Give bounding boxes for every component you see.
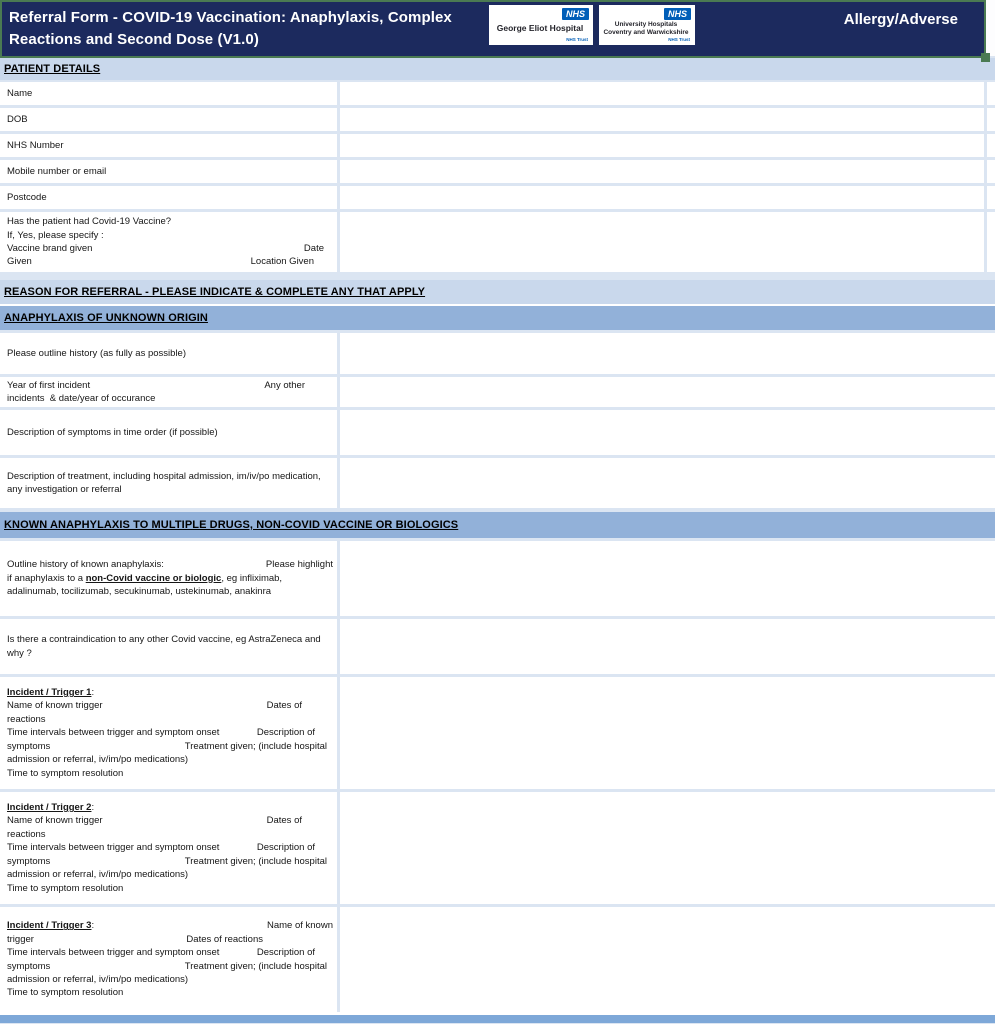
label-line (7, 740, 333, 753)
incident-trigger-2-input-cell[interactable] (340, 792, 995, 904)
label-text: Treatment given; (include hospital (184, 740, 327, 752)
label-text: admission or referral, iv/im/po medications) (7, 973, 189, 985)
label-line (7, 572, 333, 599)
nhs-number-label-cell (0, 134, 337, 157)
name-label-cell (0, 82, 337, 105)
covid-vaccine-history-label-cell (0, 212, 337, 272)
adjacent-column-sliver (987, 212, 995, 272)
label-line (7, 139, 333, 152)
form-body (0, 58, 995, 1023)
label-text: Time intervals between trigger and symptom onset (7, 947, 220, 959)
section-band-patient-details (0, 58, 995, 80)
form-row-known-anaphylaxis-history (0, 541, 995, 616)
label-line (7, 726, 333, 739)
label-text: Year of first incident (7, 379, 91, 391)
incident-trigger-3-input-cell[interactable] (340, 907, 995, 1012)
incident-trigger-1-label-cell (0, 677, 337, 789)
label-text: Dates of (266, 700, 302, 712)
known-anaphylaxis-history-label-cell (0, 541, 337, 616)
label-text: Name of known trigger (7, 815, 103, 827)
label-line (7, 229, 333, 242)
label-text: , eg infliximab, adalinumab, tocilizumab, secukinumab, ustekinumab, anakinra (7, 572, 285, 598)
label-text: Time to symptom resolution (7, 882, 124, 894)
label-line (7, 426, 333, 439)
label-text: Location Given (250, 256, 314, 268)
logo-org-line: Coventry and Warwickshire (603, 29, 689, 36)
name-input-cell[interactable] (340, 82, 984, 105)
next-section-partial (0, 1015, 995, 1023)
label-line (7, 960, 333, 973)
first-incident-year-label-cell (0, 377, 337, 407)
incident-trigger-2-label-cell (0, 792, 337, 904)
label-text: Vaccine brand given (7, 243, 93, 254)
label-line (7, 347, 333, 360)
dob-label-cell (0, 108, 337, 131)
incident-trigger-1-input-cell[interactable] (340, 677, 995, 789)
label-line (7, 919, 333, 932)
label-line (7, 113, 333, 126)
section-band-label: PATIENT DETAILS (4, 63, 101, 75)
label-line (7, 767, 333, 780)
form-title: Referral Form - COVID-19 Vaccination: Anaphylaxis, Complex Reactions and Second Dose (V1.0) (9, 9, 452, 48)
label-text: Description of treatment, including hospital admission, im/iv/po medication, any investigation or referral (7, 470, 324, 495)
label-text: Name (7, 87, 33, 99)
label-text: Description of (256, 842, 315, 854)
label-line (7, 882, 333, 895)
label-text: Name of known trigger (7, 700, 103, 712)
label-line (7, 699, 333, 712)
label-line (7, 379, 333, 392)
form-row-nhs-number (0, 134, 995, 157)
other-vaccine-contraindication-label-cell (0, 619, 337, 674)
form-row-mobile-or-email (0, 160, 995, 183)
label-text: Postcode (7, 191, 47, 203)
form-row-first-incident-year (0, 377, 995, 407)
label-text: If, Yes, please specify : (7, 229, 104, 241)
label-text: Outline history of known anaphylaxis: (7, 559, 164, 571)
label-line (7, 814, 333, 827)
label-line (7, 753, 333, 766)
label-text: Given (7, 256, 32, 268)
selection-fill-handle[interactable] (981, 53, 990, 62)
logo-trust-label: NHS Trust (566, 37, 588, 42)
section-band-label: KNOWN ANAPHYLAXIS TO MULTIPLE DRUGS, NON-COVID VACCINE OR BIOLOGICS (4, 519, 459, 531)
form-header (0, 0, 995, 58)
label-text: Treatment given; (include hospital (184, 855, 327, 867)
label-text: Incident / Trigger 1 (7, 687, 92, 699)
symptoms-time-order-label-cell (0, 410, 337, 455)
uhcw-logo (599, 5, 695, 45)
label-text: symptoms (7, 855, 51, 867)
label-line (7, 633, 333, 660)
logo-org-line: University Hospitals (614, 21, 678, 28)
label-text: Dates of reactions (186, 933, 263, 945)
postcode-input-cell[interactable] (340, 186, 984, 209)
label-line (7, 868, 333, 881)
label-text: incidents & date/year of occurance (7, 393, 156, 404)
label-text: Is there a contraindication to any other Covid vaccine, eg AstraZeneca and why ? (7, 634, 324, 659)
nhs-number-input-cell[interactable] (340, 134, 984, 157)
label-line (7, 986, 333, 999)
label-line (7, 686, 333, 699)
outline-history-input-cell[interactable] (340, 333, 995, 374)
row-divider (0, 272, 995, 280)
treatment-description-label-cell (0, 458, 337, 508)
label-line (7, 841, 333, 854)
outline-history-label-cell (0, 333, 337, 374)
label-line (7, 558, 333, 571)
label-line (7, 801, 333, 814)
form-row-postcode (0, 186, 995, 209)
label-text: : (91, 920, 95, 932)
label-text: if anaphylaxis to a (7, 572, 86, 584)
label-line (7, 470, 333, 497)
label-text: reactions (7, 828, 46, 840)
section-band-known-anaphylaxis-multiple-drugs (0, 512, 995, 538)
form-row-dob (0, 108, 995, 131)
adjacent-column-sliver (987, 186, 995, 209)
label-text: : (91, 802, 95, 814)
adjacent-column-sliver (987, 108, 995, 131)
label-text: symptoms (7, 740, 51, 752)
category-label: Allergy/Adverse (843, 11, 958, 28)
label-text: Incident / Trigger 3 (7, 920, 92, 932)
label-text: Dates of (266, 815, 302, 827)
label-text: Time to symptom resolution (7, 987, 124, 999)
label-text: Has the patient had Covid-19 Vaccine? (7, 216, 172, 228)
logo-trust-label: NHS Trust (668, 37, 690, 42)
label-text: admission or referral, iv/im/po medications) (7, 754, 189, 766)
section-band-anaphylaxis-unknown-origin (0, 306, 995, 330)
label-text: reactions (7, 713, 46, 725)
form-row-outline-history (0, 333, 995, 374)
label-line (7, 392, 333, 405)
adjacent-column-sliver (987, 82, 995, 105)
covid-vaccine-history-input-cell[interactable] (340, 212, 984, 272)
label-text: NHS Number (7, 139, 64, 151)
label-text: Treatment given; (include hospital (184, 960, 327, 972)
label-text: Please highlight (265, 559, 333, 571)
label-text: Description of (256, 947, 315, 959)
label-line (7, 191, 333, 204)
mobile-or-email-input-cell[interactable] (340, 160, 984, 183)
adjacent-column-sliver (987, 134, 995, 157)
label-line (7, 165, 333, 178)
form-row-treatment-description (0, 458, 995, 508)
label-text: Description of symptoms in time order (if possible) (7, 426, 218, 438)
title-cell-selected[interactable] (0, 0, 986, 58)
form-row-name (0, 82, 995, 105)
label-text: admission or referral, iv/im/po medications) (7, 869, 189, 881)
section-band-reason-for-referral (0, 280, 995, 304)
postcode-label-cell (0, 186, 337, 209)
dob-input-cell[interactable] (340, 108, 984, 131)
form-row-incident-trigger-2 (0, 792, 995, 904)
other-vaccine-contraindication-input-cell[interactable] (340, 619, 995, 674)
nhs-icon: NHS (664, 8, 691, 20)
label-line (7, 933, 333, 946)
label-text: Incident / Trigger 2 (7, 802, 92, 814)
label-text: Mobile number or email (7, 165, 107, 177)
adjacent-cell-sliver (986, 0, 995, 56)
label-text: Any other (264, 379, 305, 391)
incident-trigger-3-label-cell (0, 907, 337, 1012)
george-eliot-hospital-logo (489, 5, 593, 45)
form-row-incident-trigger-1 (0, 677, 995, 789)
label-text: : (91, 687, 95, 699)
logo-org-name: George Eliot Hospital (496, 23, 584, 33)
form-row-symptoms-time-order (0, 410, 995, 455)
mobile-or-email-label-cell (0, 160, 337, 183)
label-text: Time intervals between trigger and symptom onset (7, 727, 220, 739)
treatment-description-input-cell[interactable] (340, 458, 995, 508)
first-incident-year-input-cell[interactable] (340, 377, 995, 407)
label-text: Time intervals between trigger and symptom onset (7, 842, 220, 854)
label-text: non-Covid vaccine or biologic (85, 572, 222, 584)
label-text: DOB (7, 113, 28, 125)
adjacent-column-sliver (987, 160, 995, 183)
label-line (7, 946, 333, 959)
symptoms-time-order-input-cell[interactable] (340, 410, 995, 455)
section-band-label: ANAPHYLAXIS OF UNKNOWN ORIGIN (4, 312, 208, 324)
logo-org-name (601, 21, 691, 37)
label-line (7, 87, 333, 100)
label-line (7, 255, 333, 268)
form-row-covid-vaccine-history (0, 212, 995, 272)
label-line (7, 973, 333, 986)
known-anaphylaxis-history-input-cell[interactable] (340, 541, 995, 616)
label-text: Date (303, 243, 324, 254)
label-text: Please outline history (as fully as possible) (7, 347, 187, 359)
label-line (7, 855, 333, 868)
label-text: Name of known (266, 920, 333, 932)
label-text: Time to symptom resolution (7, 767, 124, 779)
label-line (7, 828, 333, 841)
nhs-icon: NHS (562, 8, 589, 20)
label-line (7, 242, 333, 255)
label-text: symptoms (7, 960, 51, 972)
form-row-other-vaccine-contraindication (0, 619, 995, 674)
label-line (7, 713, 333, 726)
label-line (7, 215, 333, 228)
label-text: Description of (256, 727, 315, 739)
label-text: trigger (7, 933, 34, 945)
section-band-label: REASON FOR REFERRAL - PLEASE INDICATE & COMPLETE ANY THAT APPLY (4, 286, 426, 298)
form-row-incident-trigger-3 (0, 907, 995, 1012)
